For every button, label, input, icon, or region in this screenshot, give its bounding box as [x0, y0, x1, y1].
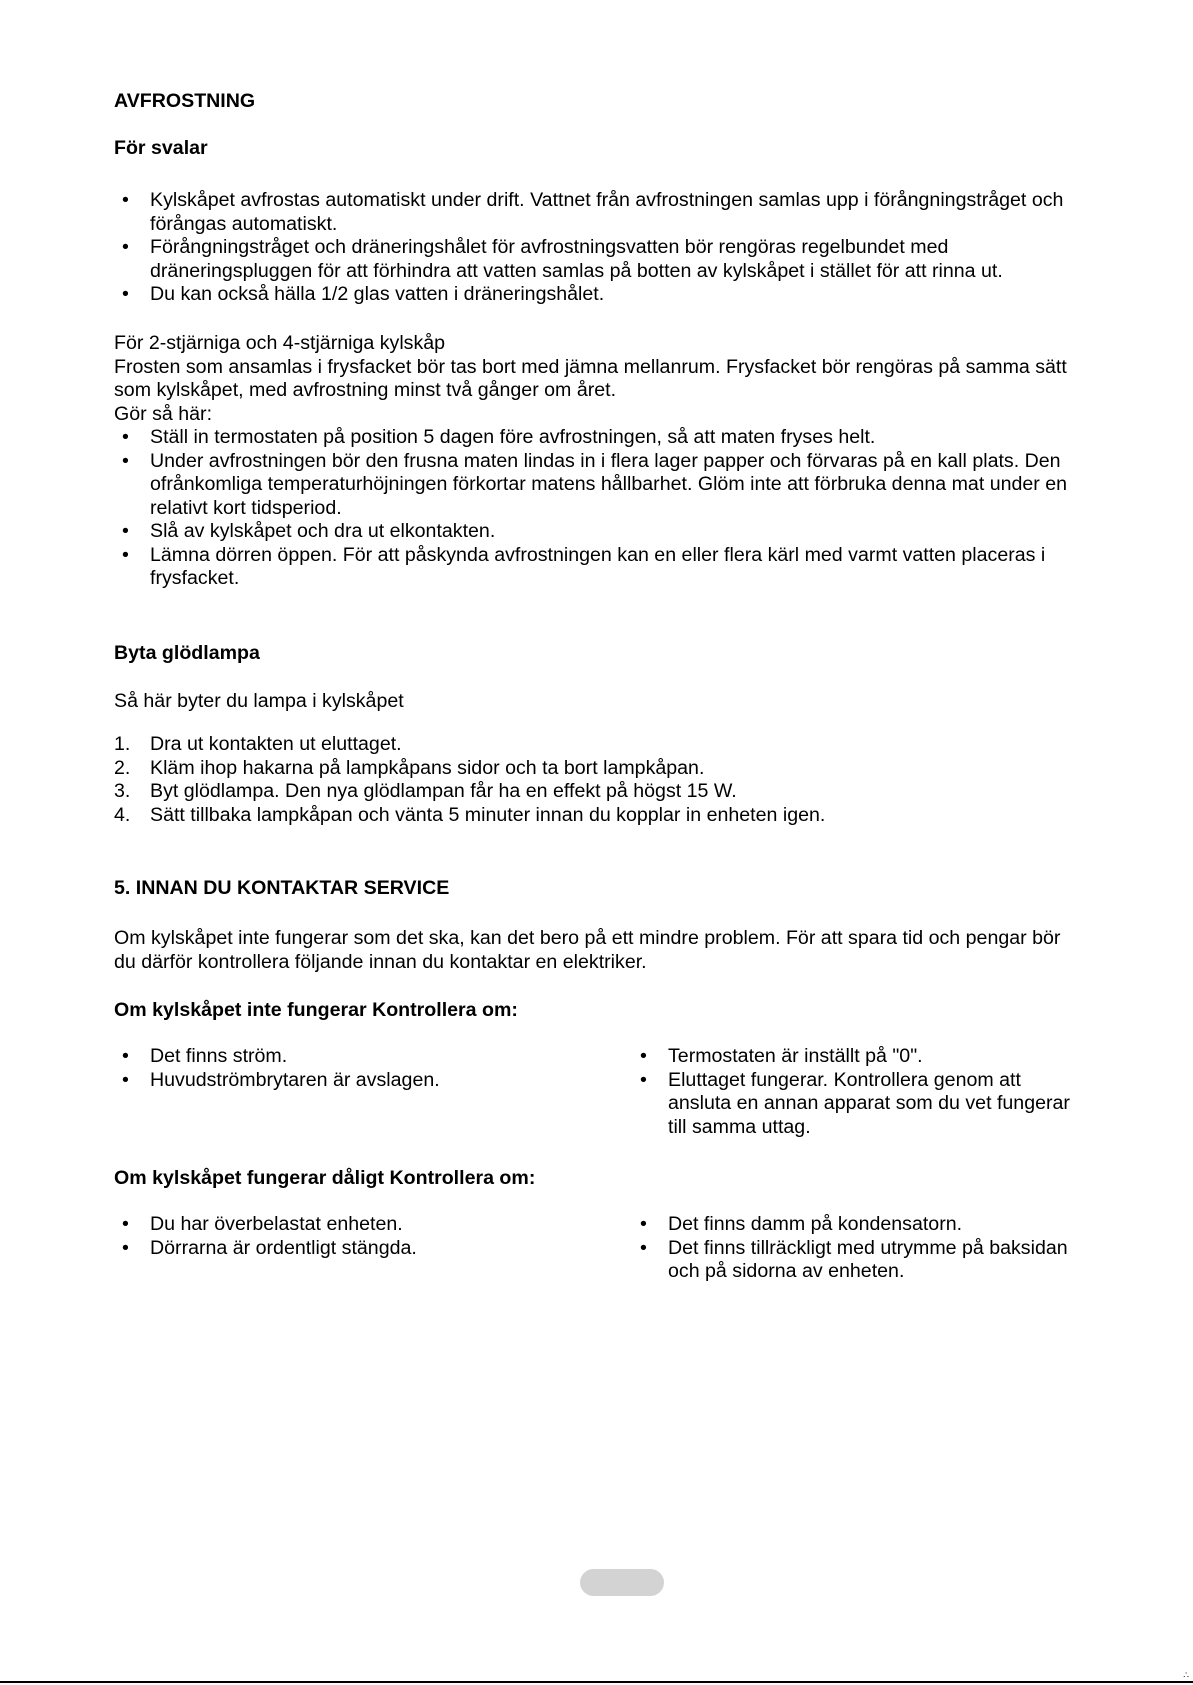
step-number: 2.	[114, 756, 131, 779]
list-item: • Du har överbelastat enheten.	[114, 1213, 584, 1237]
not-working-heading: Om kylskåpet inte fungerar Kontrollera om:	[114, 999, 518, 1021]
list-item: • Kylskåpet avfrostas automatiskt under drift. Vattnet från avfrostningen samlas upp i förångningstråget och förångas automatiskt.	[114, 189, 1084, 236]
bulb-intro-block	[114, 690, 1084, 714]
service-intro: Om kylskåpet inte fungerar som det ska, kan det bero på ett mindre problem. För att spara tid och pengar bör du därför kontrollera följande innan du kontaktar en elektriker.	[114, 927, 1061, 973]
defrost-bullet-list	[114, 189, 1084, 307]
bulb-intro: Så här byter du lampa i kylskåpet	[114, 690, 404, 712]
list-item: • Det finns damm på kondensatorn.	[632, 1213, 1087, 1237]
star-heading: För 2-stjärniga och 4-stjärniga kylskåp	[114, 332, 446, 354]
list-item: • Det finns ström.	[114, 1045, 584, 1069]
step-text: Kläm ihop hakarna på lampkåpans sidor och ta bort lampkåpan.	[150, 756, 705, 779]
poor-right-column	[632, 1213, 1087, 1284]
poor-left-list	[114, 1213, 584, 1260]
star-bullet-list	[114, 426, 1084, 591]
list-item: • Slå av kylskåpet och dra ut elkontakten.	[114, 520, 1084, 544]
service-title-block	[114, 877, 1084, 901]
list-item: • Termostaten är inställt på "0".	[632, 1045, 1087, 1069]
list-item	[114, 733, 1084, 757]
defrost-subtitle-block	[114, 137, 1084, 161]
subsection-title-svalar: För svalar	[114, 137, 208, 159]
poor-heading-block	[114, 1167, 1084, 1191]
list-item: • Det finns tillräckligt med utrymme på baksidan och på sidorna av enheten.	[632, 1237, 1087, 1284]
list-item: • Huvudströmbrytaren är avslagen.	[114, 1069, 584, 1093]
service-intro-block	[114, 927, 1084, 974]
step-number: 4.	[114, 803, 131, 826]
step-text: Dra ut kontakten ut eluttaget.	[150, 733, 402, 755]
bulb-step-list	[114, 733, 1084, 827]
list-item: • Eluttaget fungerar. Kontrollera genom att ansluta en annan apparat som du vet fungerar till samma uttag.	[632, 1069, 1087, 1140]
step-text: Sätt tillbaka lampkåpan och vänta 5 minuter innan du kopplar in enheten igen.	[150, 803, 826, 826]
step-number: 1.	[114, 733, 131, 755]
list-item: • Ställ in termostaten på position 5 dagen före avfrostningen, så att maten fryses helt.	[114, 426, 1084, 450]
corner-mark: ∴	[1183, 1670, 1189, 1680]
page-number-pill	[580, 1569, 664, 1596]
not-working-left-column	[114, 1045, 584, 1092]
step-text: Byt glödlampa. Den nya glödlampan får ha en effekt på högst 15 W.	[150, 780, 737, 802]
step-number: 3.	[114, 780, 131, 802]
not-working-right-column	[632, 1045, 1087, 1139]
footer-rule	[0, 1681, 1193, 1683]
list-item	[114, 804, 1084, 828]
list-item: • Lämna dörren öppen. För att påskynda avfrostningen kan en eller flera kärl med varmt vatten placeras i frysfacket.	[114, 544, 1084, 591]
section-title-defrost: AVFROSTNING	[114, 90, 256, 112]
star-section-block	[114, 332, 1084, 591]
defrost-bullets-block	[114, 189, 1084, 307]
list-item: • Dörrarna är ordentligt stängda.	[114, 1237, 584, 1261]
howto-label: Gör så här:	[114, 402, 213, 425]
list-item	[114, 757, 1084, 781]
bulb-title-block	[114, 642, 1084, 666]
poor-working-heading: Om kylskåpet fungerar dåligt Kontrollera om:	[114, 1167, 536, 1189]
bulb-steps-block	[114, 733, 1084, 827]
not-working-left-list	[114, 1045, 584, 1092]
poor-right-list	[632, 1213, 1087, 1284]
list-item: • Förångningstråget och dräneringshålet för avfrostningsvatten bör rengöras regelbundet med dräneringspluggen för att förhindra att vatten samlas på botten av kylskåpet i stället för att rinna ut.	[114, 236, 1084, 283]
section-title-service: 5. INNAN DU KONTAKTAR SERVICE	[114, 877, 450, 899]
list-item: • Du kan också hälla 1/2 glas vatten i dräneringshålet.	[114, 283, 1084, 307]
section-title-bulb: Byta glödlampa	[114, 642, 260, 664]
poor-left-column	[114, 1213, 584, 1260]
list-item	[114, 780, 1084, 804]
star-paragraph: Frosten som ansamlas i frysfacket bör tas bort med jämna mellanrum. Frysfacket bör rengöras på samma sätt som kylskåpet, med avfrostning minst två gånger om året.	[114, 355, 1067, 401]
not-working-right-list	[632, 1045, 1087, 1139]
defrost-title-block	[114, 90, 1084, 114]
list-item: • Under avfrostningen bör den frusna maten lindas in i flera lager papper och förvaras på en kall plats. Den ofrånkomliga temperaturhöjningen förkortar matens hållbarhet. Glöm inte att förbruka denna mat under en relativt kort tidsperiod.	[114, 450, 1084, 521]
not-working-heading-block	[114, 999, 1084, 1023]
